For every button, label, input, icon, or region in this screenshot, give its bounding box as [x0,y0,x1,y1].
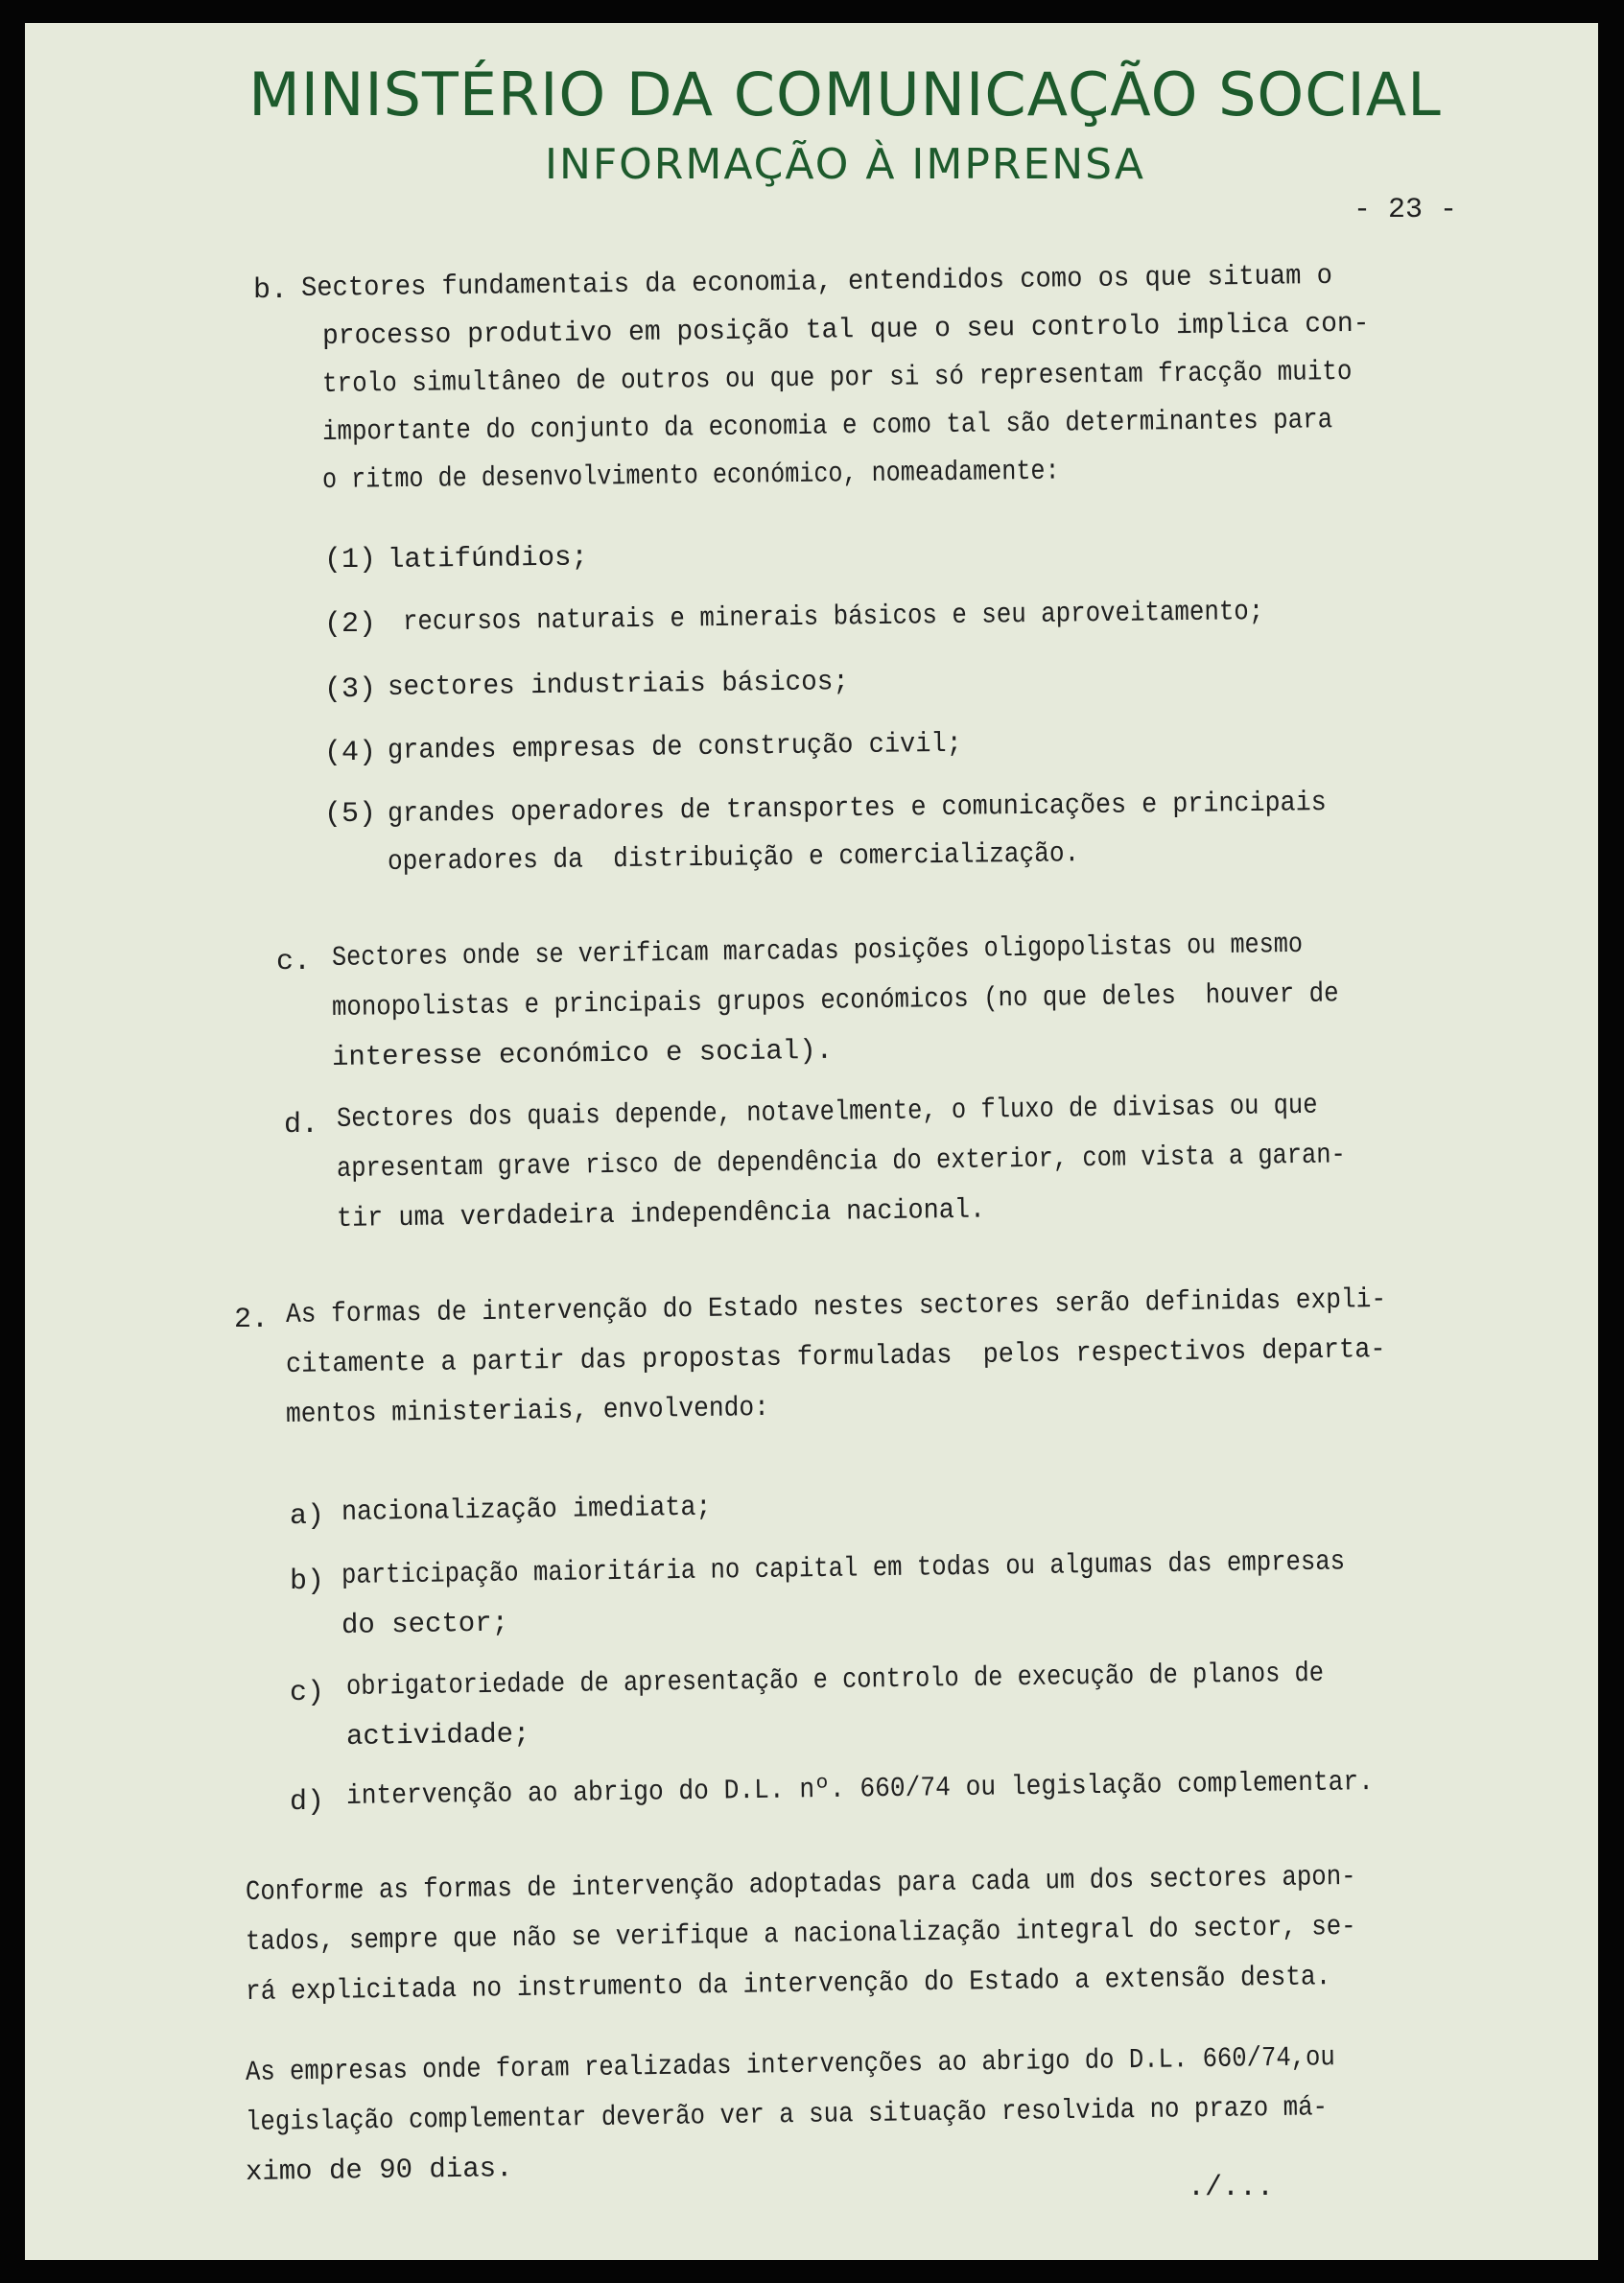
section-2-item-marker: d) [290,1786,325,1819]
document-page [25,23,1598,2260]
section-b-item-marker: (3) [324,673,377,706]
section-b-item-text: grandes empresas de construção civil; [387,727,962,766]
paragraph-conforme-line: tados, sempre que não se verifique a nacionalização integral do sector, se- [245,1910,1356,1958]
section-2-line: As formas de intervenção do Estado nestes sectores serão definidas expli- [285,1283,1387,1330]
section-b-line: importante do conjunto da economia e como tal são determinantes para [321,404,1333,448]
section-b-line: trolo simultâneo de outros ou que por si só representam fracção muito [321,355,1353,400]
paragraph-conforme-line: rá explicitada no instrumento da intervenção do Estado a extensão desta. [245,1961,1331,2008]
section-2-item-text: obrigatoriedade de apresentação e controlo de execução de planos de [345,1657,1325,1703]
section-c-line: interesse económico e social). [331,1034,834,1073]
section-2-item-text: actividade; [345,1718,530,1753]
section-2-item-marker: c) [290,1677,325,1709]
section-d-line: Sectores dos quais depende, notavelmente, o fluxo de divisas ou que [336,1089,1318,1135]
section-b-item-marker: (4) [324,737,377,769]
section-2-item-marker: b) [290,1565,325,1598]
paragraph-empresas-line: ximo de 90 dias. [245,2153,513,2188]
section-c-line: monopolistas e principais grupos económicos (no que deles houver de [331,977,1339,1024]
section-b-item-text: operadores da distribuição e comercialização. [387,837,1080,878]
section-b-item-text: latifúndios; [387,541,589,576]
paragraph-empresas-line: legislação complementar deverão ver a sua situação resolvida no prazo má- [245,2091,1329,2138]
continuation-mark: ./... [1188,2172,1275,2204]
section-2-line: mentos ministeriais, envolvendo: [285,1391,770,1430]
section-2-item-marker: a) [290,1500,325,1533]
section-b-item-text: recursos naturais e minerais básicos e seu aproveitamento; [402,596,1264,638]
section-2-line: citamente a partir das propostas formuladas pelos respectivos departa- [285,1332,1386,1380]
section-2-item-text: intervenção ao abrigo do D.L. nº. 660/74 ou legislação complementar. [345,1766,1375,1812]
section-b-line: processo produtivo em posição tal que o seu controlo implica con- [321,307,1370,352]
section-b-line: o ritmo de desenvolvimento económico, nomeadamente: [321,455,1060,496]
section-b-item-text: sectores industriais básicos; [387,666,850,703]
ministry-heading: MINISTÉRIO DA COMUNICAÇÃO SOCIAL [248,59,1442,129]
section-b-item-marker: (1) [324,544,377,577]
section-b-line: Sectores fundamentais da economia, entendidos como os que situam o [300,259,1333,304]
section-c-line: Sectores onde se verificam marcadas posições oligopolistas ou mesmo [331,928,1304,974]
section-2-item-text: do sector; [341,1607,509,1641]
section-b-item-marker: (2) [324,608,377,641]
section-2-item-text: participação maioritária no capital em todas ou algumas das empresas [341,1545,1346,1591]
paragraph-empresas-line: As empresas onde foram realizadas intervenções ao abrigo do D.L. 660/74,ou [245,2041,1335,2088]
section-b-item-text: grandes operadores de transportes e comunicações e principais [387,787,1327,830]
section-c-marker: c. [276,946,312,978]
section-2-marker: 2. [234,1304,270,1336]
section-d-marker: d. [284,1109,319,1142]
section-b-marker: b. [253,274,289,307]
department-heading: INFORMAÇÃO À IMPRENSA [544,140,1146,189]
page-number: - 23 - [1353,194,1458,226]
section-d-line: tir uma verdadeira independência nacional. [336,1193,986,1235]
section-b-item-marker: (5) [324,798,377,831]
section-d-line: apresentam grave risco de dependência do exterior, com vista a garan- [336,1139,1347,1185]
paragraph-conforme-line: Conforme as formas de intervenção adoptadas para cada um dos sectores apon- [245,1860,1356,1908]
section-2-item-text: nacionalização imediata; [341,1491,712,1528]
